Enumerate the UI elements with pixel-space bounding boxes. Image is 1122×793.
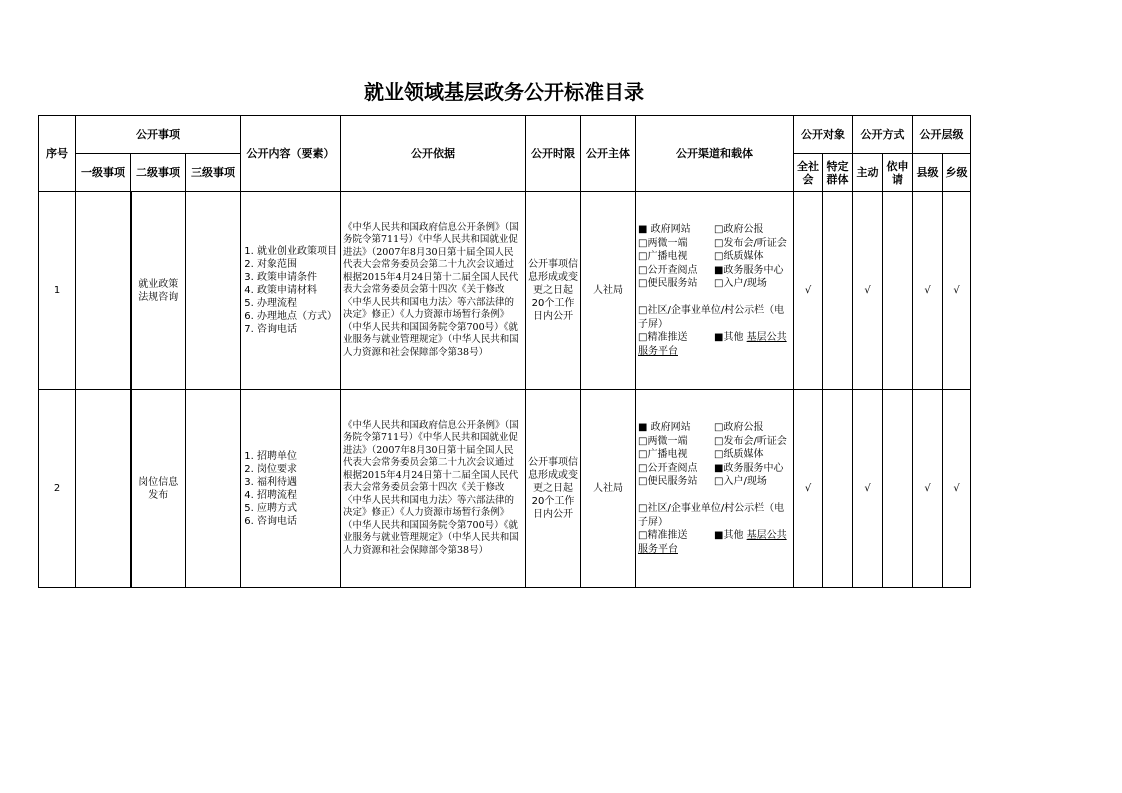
basis-cell: 《中华人民共和国政府信息公开条例》（国务院令第711号）《中华人民共和国就业促进法》（2007年8月30日第十届全国人民代表大会常务委员会第二十九次会议通过 根据2015年4月24日第十二届全国人民代表大会常务委员会第十四次《关于修改〈中华人民共和国电力法〉等六部法律的决定》修正）《人力资源市场暂行条例》（中华人民共和国国务院令第700号）《就业服务与就业管理规定》（中华人民共和国人力资源和社会保障部令第38号） (341, 390, 526, 588)
channel-option: □便民服务站 (638, 278, 698, 289)
content-item: 3. 福利待遇 (257, 476, 338, 489)
channel-other-value: 基层公共服务平台 (638, 332, 787, 357)
channel-option: □公开查阅点 (638, 264, 698, 276)
channels-cell (636, 390, 794, 588)
header-level-town: 乡级 (943, 154, 971, 192)
channel-option: ■其他 (714, 530, 744, 541)
seq-cell: 2 (39, 390, 76, 588)
content-item: 6. 咨询电话 (257, 515, 338, 528)
content-item: 1. 招聘单位 (257, 450, 338, 463)
level2-cell: 就业政策法规咨询 (131, 192, 186, 390)
content-item: 7. 咨询电话 (257, 323, 338, 336)
content-item: 2. 岗位要求 (257, 463, 338, 476)
target-all-cell: √ (794, 390, 823, 588)
method-apply-cell (883, 192, 913, 390)
level3-cell (186, 192, 241, 390)
channel-option: □广播电视 (638, 449, 688, 460)
header-items: 公开事项 (76, 116, 241, 154)
subject-cell: 人社局 (581, 390, 636, 588)
channel-option: ■ 政府网站 (638, 224, 691, 235)
channel-other-value: 基层公共服务平台 (638, 530, 787, 555)
channel-option: ■其他 (714, 332, 744, 343)
page-title: 就业领域基层政务公开标准目录 (364, 80, 644, 104)
level-county-cell: √ (913, 192, 943, 390)
channel-option: □公开查阅点 (638, 462, 698, 474)
channel-option: □广播电视 (638, 251, 688, 262)
time-cell: 公开事项信息形成或变更之日起20个工作日内公开 (526, 192, 581, 390)
basis-cell: 《中华人民共和国政府信息公开条例》（国务院令第711号）《中华人民共和国就业促进法》（2007年8月30日第十届全国人民代表大会常务委员会第二十九次会议通过 根据2015年4月24日第十二届全国人民代表大会常务委员会第十四次《关于修改〈中华人民共和国电力法〉等六部法律的决定》修正）《人力资源市场暂行条例》（中华人民共和国国务院令第700号）《就业服务与就业管理规定》（中华人民共和国人力资源和社会保障部令第38号） (341, 192, 526, 390)
channel-option: □社区/企事业单位/村公示栏（电子屏） (638, 503, 785, 528)
table-row (39, 390, 971, 588)
header-target-all: 全社会 (794, 154, 823, 192)
channel-option: ■政务服务中心 (714, 462, 784, 474)
header-target-specific: 特定群体 (823, 154, 853, 192)
level-town-cell: √ (943, 390, 971, 588)
level2-cell: 岗位信息发布 (131, 390, 186, 588)
header-basis: 公开依据 (341, 116, 526, 192)
catalog-table (38, 115, 971, 588)
target-specific-cell (823, 192, 853, 390)
channel-option: □政府公报 (714, 422, 764, 433)
channel-option: □纸质媒体 (714, 251, 764, 262)
header-content: 公开内容（要素） (241, 116, 341, 192)
content-item: 5. 应聘方式 (257, 502, 338, 515)
target-specific-cell (823, 390, 853, 588)
channels-cell (636, 192, 794, 390)
level-town-cell: √ (943, 192, 971, 390)
channel-option: □发布会/听证会 (714, 237, 787, 249)
target-all-cell: √ (794, 192, 823, 390)
channel-option: □纸质媒体 (714, 449, 764, 460)
channel-option: □入户/现场 (714, 476, 767, 487)
channel-option: ■政务服务中心 (714, 264, 784, 276)
content-cell (241, 390, 341, 588)
header-time: 公开时限 (526, 116, 581, 192)
seq-cell: 1 (39, 192, 76, 390)
header-level: 公开层级 (913, 116, 971, 154)
content-item: 5. 办理流程 (257, 297, 338, 310)
header-level1: 一级事项 (76, 154, 131, 192)
channel-option: □政府公报 (714, 224, 764, 235)
header-method-active: 主动 (853, 154, 883, 192)
header-method-apply: 依申请 (883, 154, 913, 192)
header-method: 公开方式 (853, 116, 913, 154)
channel-option: □社区/企事业单位/村公示栏（电子屏） (638, 305, 785, 330)
content-item: 4. 政策申请材料 (257, 284, 338, 297)
content-item: 2. 对象范围 (257, 258, 338, 271)
content-item: 1. 就业创业政策项目 (257, 245, 338, 258)
channel-option: □两微一端 (638, 435, 688, 447)
channel-option: ■ 政府网站 (638, 422, 691, 433)
level-county-cell: √ (913, 390, 943, 588)
level1-cell (76, 390, 131, 588)
header-level-county: 县级 (913, 154, 943, 192)
content-cell (241, 192, 341, 390)
header-channels: 公开渠道和载体 (636, 116, 794, 192)
content-item: 3. 政策申请条件 (257, 271, 338, 284)
header-target: 公开对象 (794, 116, 853, 154)
header-seq: 序号 (39, 116, 76, 192)
subject-cell: 人社局 (581, 192, 636, 390)
level3-cell (186, 390, 241, 588)
method-apply-cell (883, 390, 913, 588)
channel-option: □入户/现场 (714, 278, 767, 289)
channel-option: □发布会/听证会 (714, 435, 787, 447)
table-row (39, 192, 971, 390)
level1-cell (76, 192, 131, 390)
method-active-cell: √ (853, 390, 883, 588)
channel-option: □精准推送 (638, 530, 688, 541)
channel-option: □精准推送 (638, 332, 688, 343)
content-item: 4. 招聘流程 (257, 489, 338, 502)
time-cell: 公开事项信息形成或变更之日起20个工作日内公开 (526, 390, 581, 588)
channel-option: □便民服务站 (638, 476, 698, 487)
content-item: 6. 办理地点（方式） (257, 310, 338, 323)
header-subject: 公开主体 (581, 116, 636, 192)
header-level3: 三级事项 (186, 154, 241, 192)
method-active-cell: √ (853, 192, 883, 390)
channel-option: □两微一端 (638, 237, 688, 249)
header-level2: 二级事项 (131, 154, 186, 192)
